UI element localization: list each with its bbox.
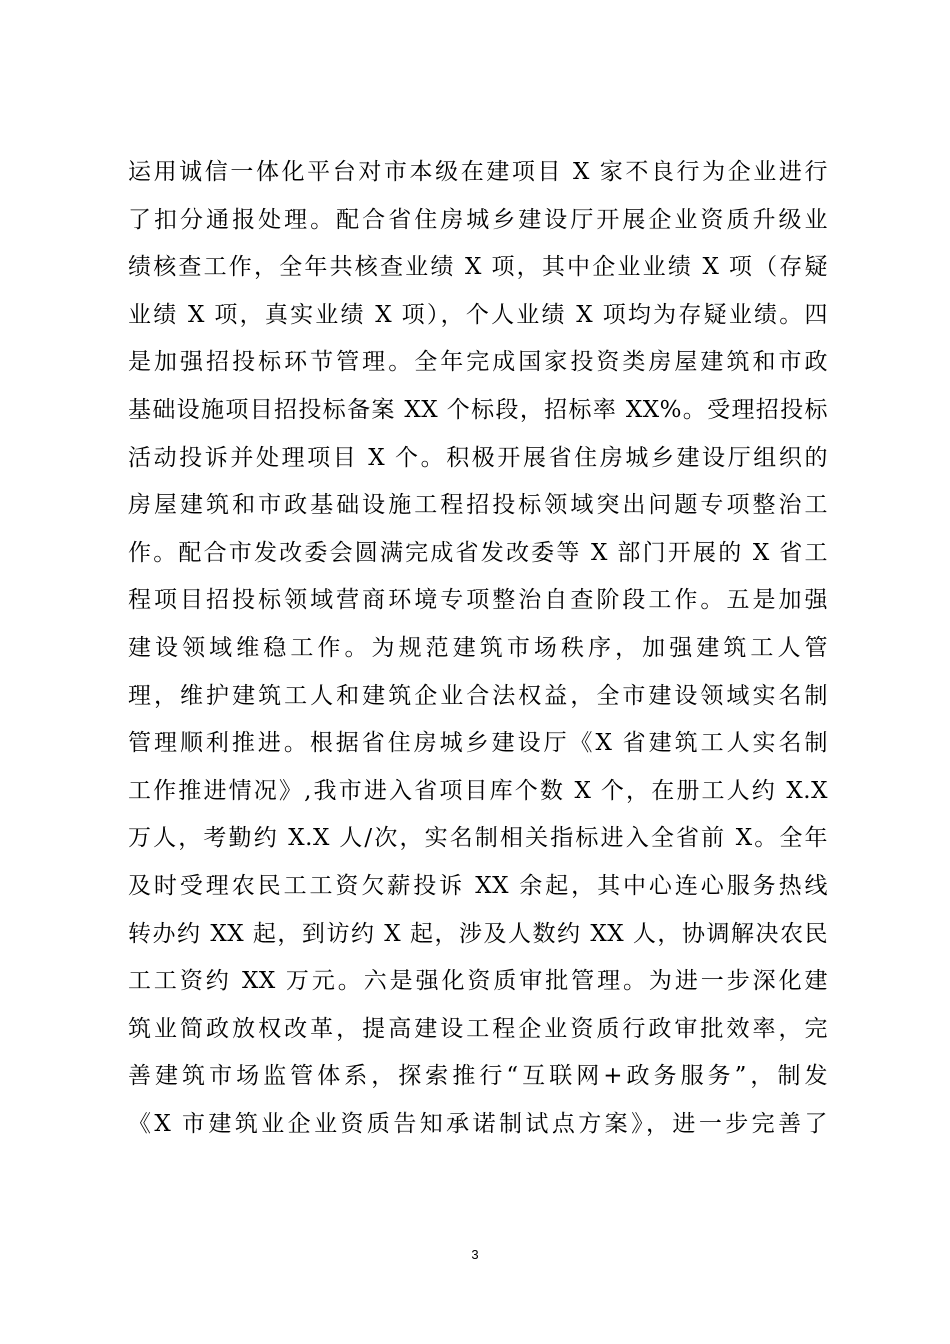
text-line: 管理顺利推进。根据省住房城乡建设厅《X 省建筑工人实名制 [128, 730, 828, 757]
text-line: 作。配合市发改委会圆满完成省发改委等 X 部门开展的 X 省工 [128, 539, 828, 566]
text-line: 活动投诉并处理项目 X 个。积极开展省住房城乡建设厅组织的 [128, 444, 828, 471]
text-line: 理，维护建筑工人和建筑企业合法权益，全市建设领域实名制 [128, 682, 828, 709]
text-line: 转办约 XX 起，到访约 X 起，涉及人数约 XX 人，协调解决农民 [128, 920, 828, 947]
text-line: 是加强招投标环节管理。全年完成国家投资类房屋建筑和市政 [128, 349, 828, 376]
text-line: 程项目招投标领域营商环境专项整治自查阶段工作。五是加强 [128, 587, 828, 614]
text-line: 及时受理农民工工资欠薪投诉 XX 余起，其中心连心服务热线 [128, 872, 828, 899]
text-line: 建设领域维稳工作。为规范建筑市场秩序，加强建筑工人管 [128, 634, 828, 661]
text-line: 善建筑市场监管体系，探索推行“互联网+政务服务”，制发 [128, 1063, 828, 1090]
text-line: 运用诚信一体化平台对市本级在建项目 X 家不良行为企业进行 [128, 159, 828, 185]
text-line: 工作推进情况》,我市进入省项目库个数 X 个，在册工人约 X.X [128, 777, 828, 804]
text-line: 筑业简政放权改革，提高建设工程企业资质行政审批效率，完 [128, 1015, 828, 1042]
text-line: 了扣分通报处理。配合省住房城乡建设厅开展企业资质升级业 [128, 206, 828, 233]
text-line: 基础设施项目招投标备案 XX 个标段，招标率 XX%。受理招投标 [128, 396, 828, 423]
text-line: 万人，考勤约 X.X 人/次，实名制相关指标进入全省前 X。全年 [128, 825, 828, 852]
text-line: 房屋建筑和市政基础设施工程招投标领域突出问题专项整治工 [128, 492, 828, 519]
body-paragraph [128, 149, 828, 1148]
text-line: 工工资约 XX 万元。六是强化资质审批管理。为进一步深化建 [128, 968, 828, 995]
page-number: 3 [471, 1247, 479, 1262]
text-line: 业绩 X 项，真实业绩 X 项），个人业绩 X 项均为存疑业绩。四 [128, 301, 828, 328]
text-line: 绩核查工作，全年共核查业绩 X 项，其中企业业绩 X 项（存疑 [128, 254, 828, 281]
text-line: 《X 市建筑业企业资质告知承诺制试点方案》，进一步完善了 [128, 1110, 828, 1137]
